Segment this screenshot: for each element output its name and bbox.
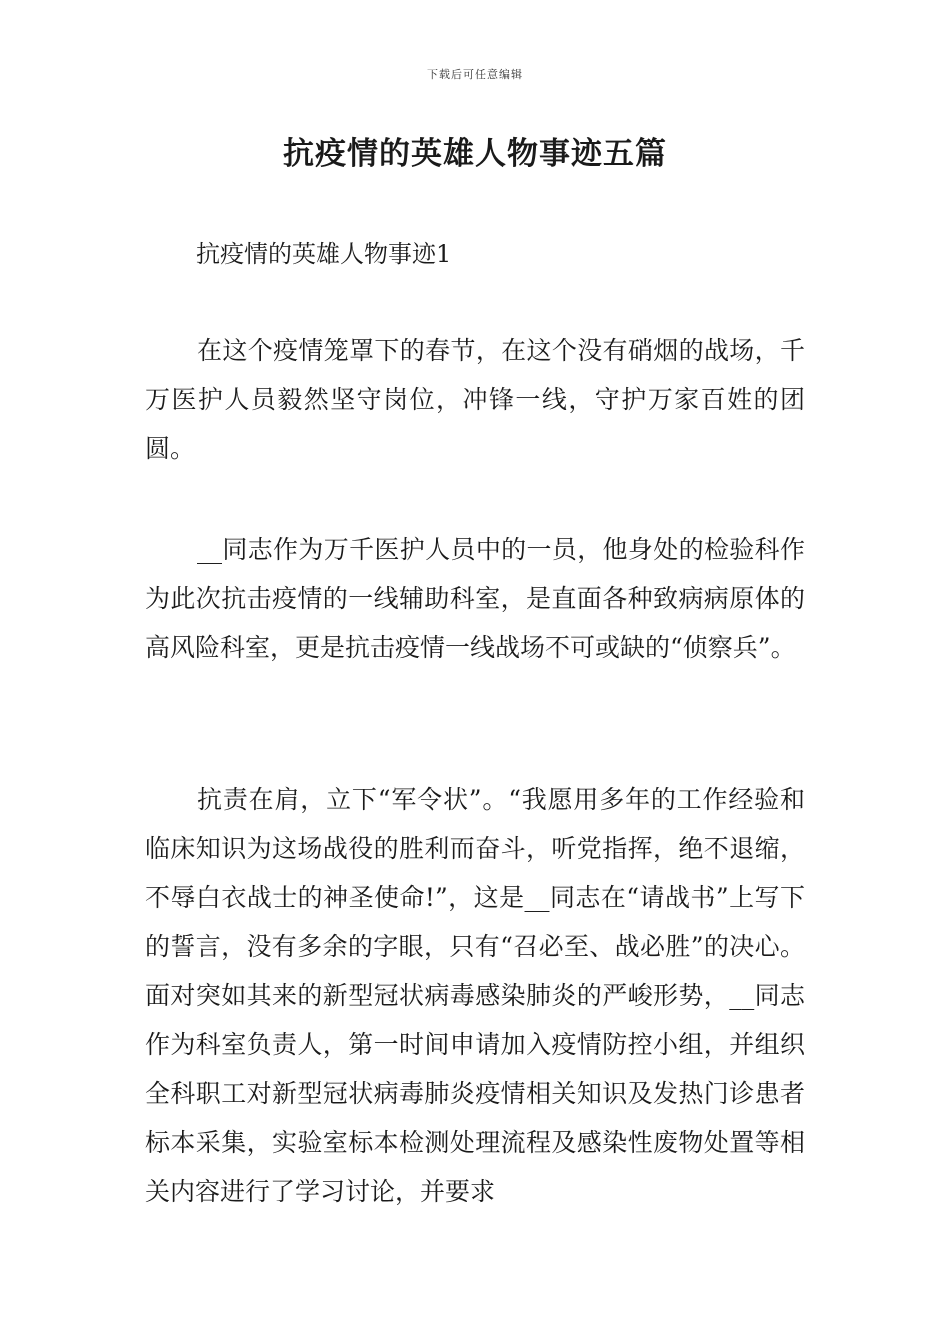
page-header-note: 下载后可任意编辑 bbox=[427, 68, 523, 81]
paragraph-1: 在这个疫情笼罩下的春节，在这个没有硝烟的战场，千万医护人员毅然坚守岗位，冲锋一线，守护万家百姓的团圆。 bbox=[145, 336, 805, 463]
section-title: 抗疫情的英雄人物事迹1 bbox=[196, 240, 452, 268]
paragraph-2: __同志作为万千医护人员中的一员，他身处的检验科作为此次抗击疫情的一线辅助科室，是直面各种致病病原体的高风险科室，更是抗击疫情一线战场不可或缺的“侦察兵”。 bbox=[145, 535, 805, 662]
paragraph-3: 抗责在肩，立下“军令状”。“我愿用多年的工作经验和临床知识为这场战役的胜利而奋斗，听党指挥，绝不退缩，不辱白衣战士的神圣使命!”，这是__同志在“请战书”上写下的誓言，没有多余的字眼，只有“召必至、战必胜”的决心。面对突如其来的新型冠状病毒感染肺炎的严峻形势，__同志作为科室负责人，第一时间申请加入疫情防控小组，并组织全科职工对新型冠状病毒肺炎疫情相关知识及发热门诊患者标本采集，实验室标本检测处理流程及感染性废物处置等相关内容进行了学习讨论，并要求 bbox=[145, 785, 805, 1206]
document-title: 抗疫情的英雄人物事迹五篇 bbox=[283, 136, 667, 172]
